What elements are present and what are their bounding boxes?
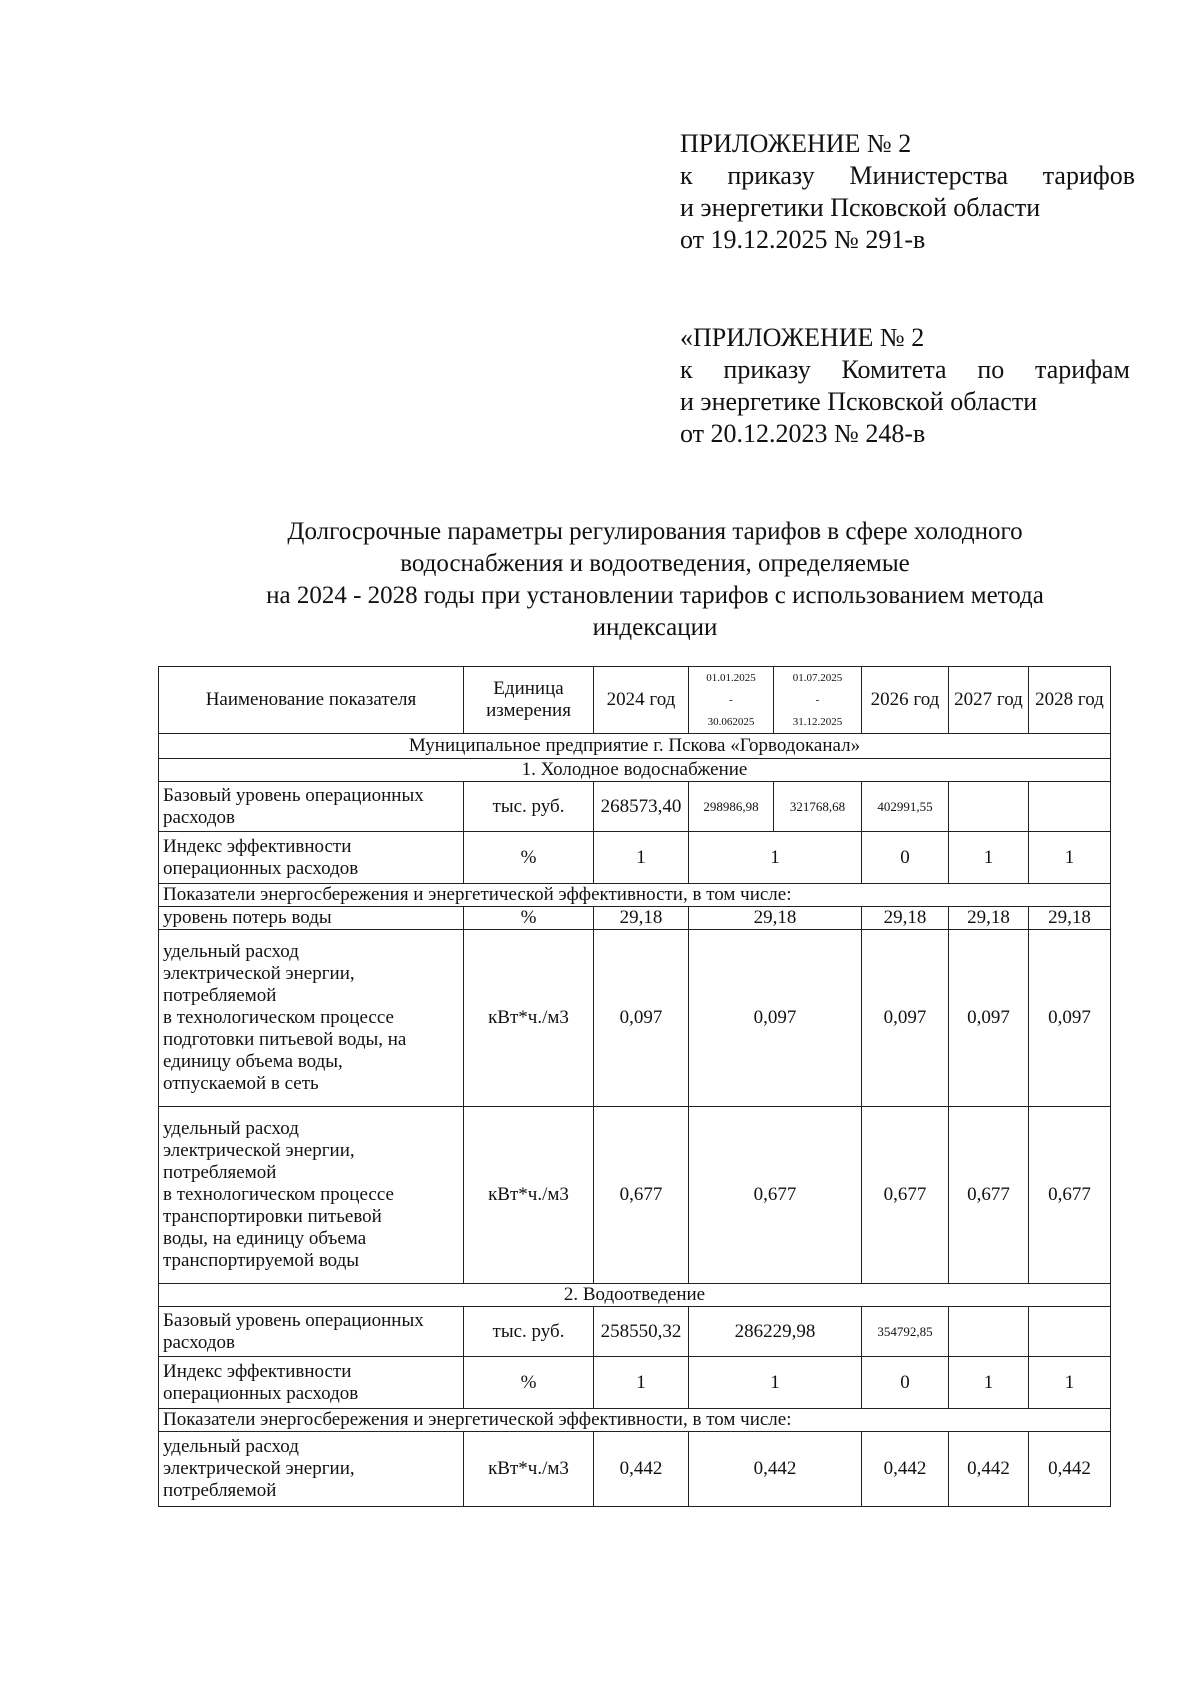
s2-elec-name-1: удельный расход <box>163 1436 299 1457</box>
header-name: Наименование показателя <box>159 667 464 734</box>
s2-elec-2025: 0,442 <box>689 1432 862 1507</box>
parameters-table <box>158 666 1111 1507</box>
header-2026: 2026 год <box>862 667 949 734</box>
s2-index-name: Индекс эффективности операционных расходов <box>159 1357 464 1409</box>
section2-title: 2. Водоотведение <box>159 1284 1111 1307</box>
s1-elec-prep-name-7: отпускаемой в сеть <box>163 1073 319 1094</box>
s1-elec-prep-2027: 0,097 <box>949 930 1029 1107</box>
appendix-previous <box>680 322 1130 450</box>
header-period1-dash: - <box>729 694 733 706</box>
s1-base-2024: 268573,40 <box>594 782 689 832</box>
s1-index-2028: 1 <box>1029 832 1111 884</box>
s1-index-2026: 0 <box>862 832 949 884</box>
s1-elec-trans-2027: 0,677 <box>949 1107 1029 1284</box>
table-row <box>159 782 1111 832</box>
s1-elec-trans-name-5: транспортировки питьевой <box>163 1206 382 1227</box>
s1-base-2025b: 321768,68 <box>774 782 862 832</box>
s1-losses-2026: 29,18 <box>862 907 949 930</box>
s1-base-2025a: 298986,98 <box>689 782 774 832</box>
s1-elec-prep-name-5: подготовки питьевой воды, на <box>163 1029 407 1050</box>
table-row <box>159 1432 1111 1507</box>
s1-elec-prep-2026: 0,097 <box>862 930 949 1107</box>
s2-index-2027: 1 <box>949 1357 1029 1409</box>
s2-elec-name <box>159 1432 464 1507</box>
s1-losses-2025: 29,18 <box>689 907 862 930</box>
appendix-previous-line3: и энергетике Псковской области <box>680 387 1038 416</box>
section1-title: 1. Холодное водоснабжение <box>159 759 1111 782</box>
section1-title-row <box>159 759 1111 782</box>
s1-base-2027 <box>949 782 1029 832</box>
s1-elec-trans-name-3: потребляемой <box>163 1162 277 1183</box>
s2-energy-header-row <box>159 1409 1111 1432</box>
s2-index-2028: 1 <box>1029 1357 1111 1409</box>
s1-elec-prep-name-6: единицу объема воды, <box>163 1051 343 1072</box>
appendix-current-line4: от 19.12.2025 № 291-в <box>680 225 926 254</box>
s1-losses-unit: % <box>464 907 594 930</box>
s2-base-unit: тыс. руб. <box>464 1307 594 1357</box>
s1-elec-prep-name-2: электрической энергии, <box>163 963 355 984</box>
s1-elec-prep-unit: кВт*ч./м3 <box>464 930 594 1107</box>
s1-elec-trans-unit: кВт*ч./м3 <box>464 1107 594 1284</box>
s2-index-unit: % <box>464 1357 594 1409</box>
s1-losses-2027: 29,18 <box>949 907 1029 930</box>
table-row <box>159 1107 1111 1284</box>
s1-elec-prep-name-4: в технологическом процессе <box>163 1007 394 1028</box>
s1-elec-trans-name-6: воды, на единицу объема <box>163 1228 367 1249</box>
table-row <box>159 832 1111 884</box>
s1-elec-prep-2025: 0,097 <box>689 930 862 1107</box>
s1-elec-prep-name-3: потребляемой <box>163 985 277 1006</box>
organization-name: Муниципальное предприятие г. Пскова «Горводоканал» <box>159 734 1111 759</box>
s1-index-unit: % <box>464 832 594 884</box>
s1-index-2024: 1 <box>594 832 689 884</box>
s1-losses-name: уровень потерь воды <box>159 907 464 930</box>
header-2024: 2024 год <box>594 667 689 734</box>
header-2028: 2028 год <box>1029 667 1111 734</box>
appendix-current-line3: и энергетики Псковской области <box>680 193 1041 222</box>
s1-losses-2024: 29,18 <box>594 907 689 930</box>
title-line4: индексации <box>592 614 718 641</box>
s1-base-2026: 402991,55 <box>862 782 949 832</box>
title-line1: Долгосрочные параметры регулирования тарифов в сфере холодного <box>287 518 1023 545</box>
header-period2 <box>774 667 862 734</box>
document-title <box>190 516 1120 644</box>
s1-elec-trans-name-2: электрической энергии, <box>163 1140 355 1161</box>
table-row <box>159 930 1111 1107</box>
table-row <box>159 907 1111 930</box>
title-line3: на 2024 - 2028 годы при установлении тарифов с использованием метода <box>266 582 1044 609</box>
appendix-previous-line2: к приказу Комитета по тарифам <box>680 355 1130 384</box>
appendix-current <box>680 128 1135 256</box>
header-period1 <box>689 667 774 734</box>
header-period2-start: 01.07.2025 <box>792 672 843 684</box>
s1-base-unit: тыс. руб. <box>464 782 594 832</box>
s2-base-2026: 354792,85 <box>862 1307 949 1357</box>
s1-elec-prep-2028: 0,097 <box>1029 930 1111 1107</box>
s2-elec-2024: 0,442 <box>594 1432 689 1507</box>
appendix-current-line1: ПРИЛОЖЕНИЕ № 2 <box>680 129 912 158</box>
appendix-previous-line4: от 20.12.2023 № 248-в <box>680 419 926 448</box>
header-period2-end: 31.12.2025 <box>792 716 843 728</box>
s1-elec-trans-name <box>159 1107 464 1284</box>
s1-elec-prep-name-1: удельный расход <box>163 941 299 962</box>
header-period2-dash: - <box>815 694 820 706</box>
s1-elec-prep-2024: 0,097 <box>594 930 689 1107</box>
appendix-current-line2: к приказу Министерства тарифов <box>680 161 1135 190</box>
header-period1-end: 30.062025 <box>707 716 755 728</box>
s2-energy-header: Показатели энергосбережения и энергетической эффективности, в том числе: <box>159 1409 1111 1432</box>
appendix-previous-line1: «ПРИЛОЖЕНИЕ № 2 <box>680 323 925 352</box>
s1-elec-trans-name-4: в технологическом процессе <box>163 1184 394 1205</box>
s1-base-name: Базовый уровень операционных расходов <box>159 782 464 832</box>
table-row <box>159 1307 1111 1357</box>
s1-elec-trans-name-1: удельный расход <box>163 1118 299 1139</box>
s1-elec-trans-2028: 0,677 <box>1029 1107 1111 1284</box>
header-unit: Единица измерения <box>464 667 594 734</box>
table-row <box>159 1357 1111 1409</box>
s2-elec-2026: 0,442 <box>862 1432 949 1507</box>
s1-energy-header-row <box>159 884 1111 907</box>
s1-losses-2028: 29,18 <box>1029 907 1111 930</box>
title-line2: водоснабжения и водоотведения, определяемые <box>400 550 910 577</box>
s2-base-2028 <box>1029 1307 1111 1357</box>
s1-base-2028 <box>1029 782 1111 832</box>
s2-base-2025: 286229,98 <box>689 1307 862 1357</box>
s1-elec-trans-2026: 0,677 <box>862 1107 949 1284</box>
s1-elec-trans-name-7: транспортируемой воды <box>163 1250 360 1271</box>
s2-index-2026: 0 <box>862 1357 949 1409</box>
s1-index-2025: 1 <box>689 832 862 884</box>
section2-title-row <box>159 1284 1111 1307</box>
table-header-row <box>159 667 1111 734</box>
s1-elec-trans-2025: 0,677 <box>689 1107 862 1284</box>
s1-elec-trans-2024: 0,677 <box>594 1107 689 1284</box>
s1-index-name: Индекс эффективности операционных расходов <box>159 832 464 884</box>
s2-elec-name-3: потребляемой <box>163 1480 277 1501</box>
s2-elec-2028: 0,442 <box>1029 1432 1111 1507</box>
s2-base-name: Базовый уровень операционных расходов <box>159 1307 464 1357</box>
s1-energy-header: Показатели энергосбережения и энергетической эффективности, в том числе: <box>159 884 1111 907</box>
header-period1-start: 01.01.2025 <box>706 672 756 684</box>
s2-elec-name-2: электрической энергии, <box>163 1458 355 1479</box>
s2-elec-unit: кВт*ч./м3 <box>464 1432 594 1507</box>
s2-index-2025: 1 <box>689 1357 862 1409</box>
s1-index-2027: 1 <box>949 832 1029 884</box>
s2-elec-2027: 0,442 <box>949 1432 1029 1507</box>
s2-base-2024: 258550,32 <box>594 1307 689 1357</box>
s2-index-2024: 1 <box>594 1357 689 1409</box>
s1-elec-prep-name <box>159 930 464 1107</box>
organization-row <box>159 734 1111 759</box>
header-2027: 2027 год <box>949 667 1029 734</box>
s2-base-2027 <box>949 1307 1029 1357</box>
